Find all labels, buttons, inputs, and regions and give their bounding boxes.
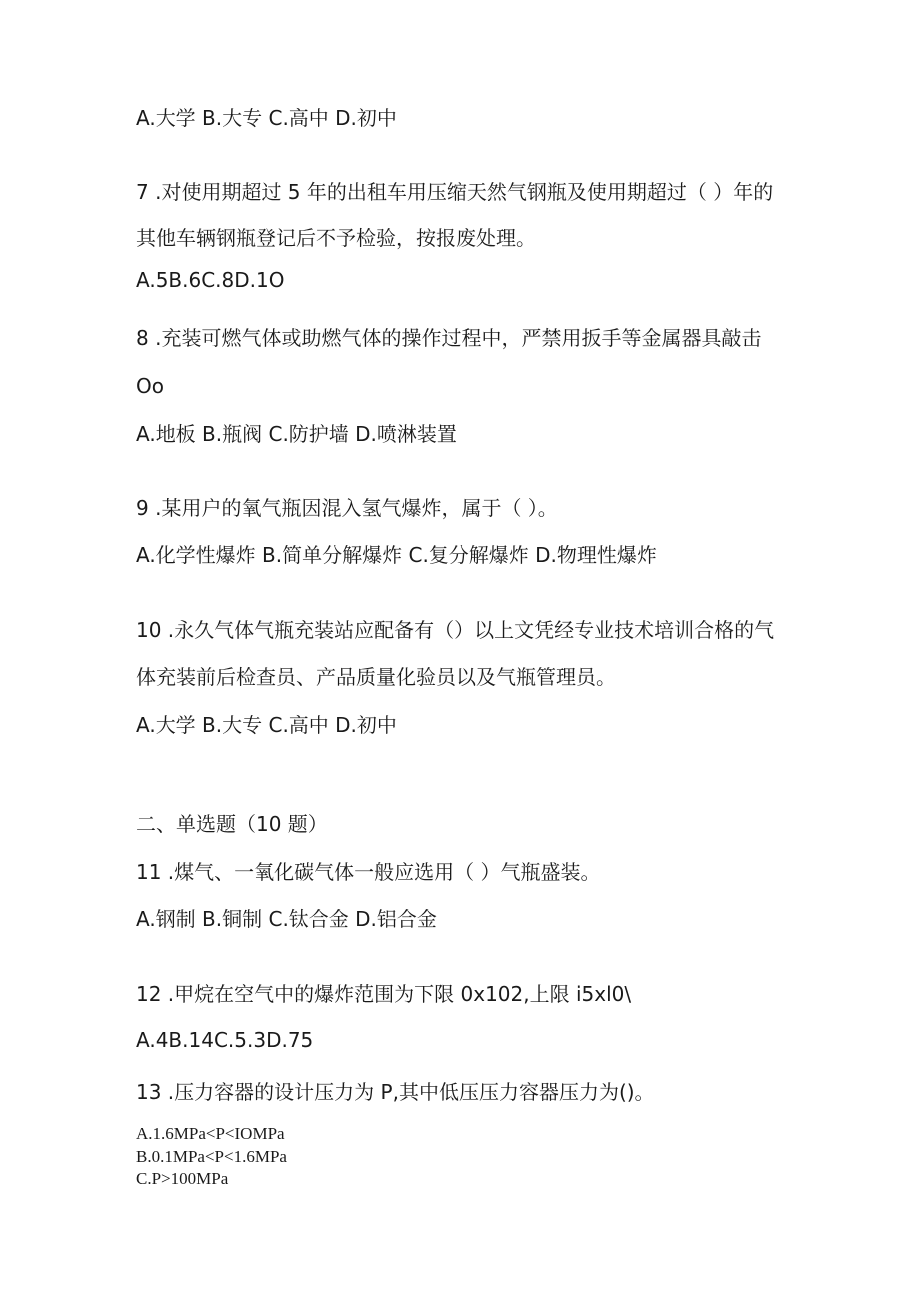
q9-text: 9 .某用户的氧气瓶因混入氢气爆炸，属于（ ）。	[136, 496, 558, 520]
q10-options: A.大学 B.大专 C.高中 D.初中	[136, 713, 397, 737]
q6-options: A.大学 B.大专 C.高中 D.初中	[136, 106, 397, 130]
q8-options: A.地板 B.瓶阀 C.防护墙 D.喷淋装置	[136, 422, 457, 446]
q11-text: 11 .煤气、一氧化碳气体一般应选用（ ）气瓶盛装。	[136, 860, 601, 884]
q7-text-line2: 其他车辆钢瓶登记后不予检验，按报废处理。	[136, 226, 536, 250]
q13-text: 13 .压力容器的设计压力为 P,其中低压压力容器压力为()。	[136, 1080, 655, 1104]
q8-text-line1: 8 .充装可燃气体或助燃气体的操作过程中，严禁用扳手等金属器具敲击	[136, 326, 762, 350]
q9-options: A.化学性爆炸 B.简单分解爆炸 C.复分解爆炸 D.物理性爆炸	[136, 543, 657, 567]
q8-text-line2: Oo	[136, 374, 164, 398]
q12-text: 12 .甲烷在空气中的爆炸范围为下限 0x102,上限 i5xl0\	[136, 982, 632, 1006]
q13-option-c: C.P>100MPa	[136, 1169, 229, 1188]
q7-text-line1: 7 .对使用期超过 5 年的出租车用压缩天然气钢瓶及使用期超过（ ）年的	[136, 180, 774, 204]
q13-option-b: B.0.1MPa<P<1.6MPa	[136, 1147, 287, 1166]
q10-text-line1: 10 .永久气体气瓶充装站应配备有（）以上文凭经专业技术培训合格的气	[136, 618, 775, 642]
section-heading: 二、单选题（10 题）	[136, 812, 328, 836]
q13-option-a: A.1.6MPa<P<IOMPa	[136, 1124, 285, 1143]
q11-options: A.钢制 B.铜制 C.钛合金 D.铝合金	[136, 907, 437, 931]
q12-options: A.4B.14C.5.3D.75	[136, 1028, 314, 1052]
q7-options: A.5B.6C.8D.1O	[136, 268, 285, 292]
q10-text-line2: 体充装前后检查员、产品质量化验员以及气瓶管理员。	[136, 665, 616, 689]
